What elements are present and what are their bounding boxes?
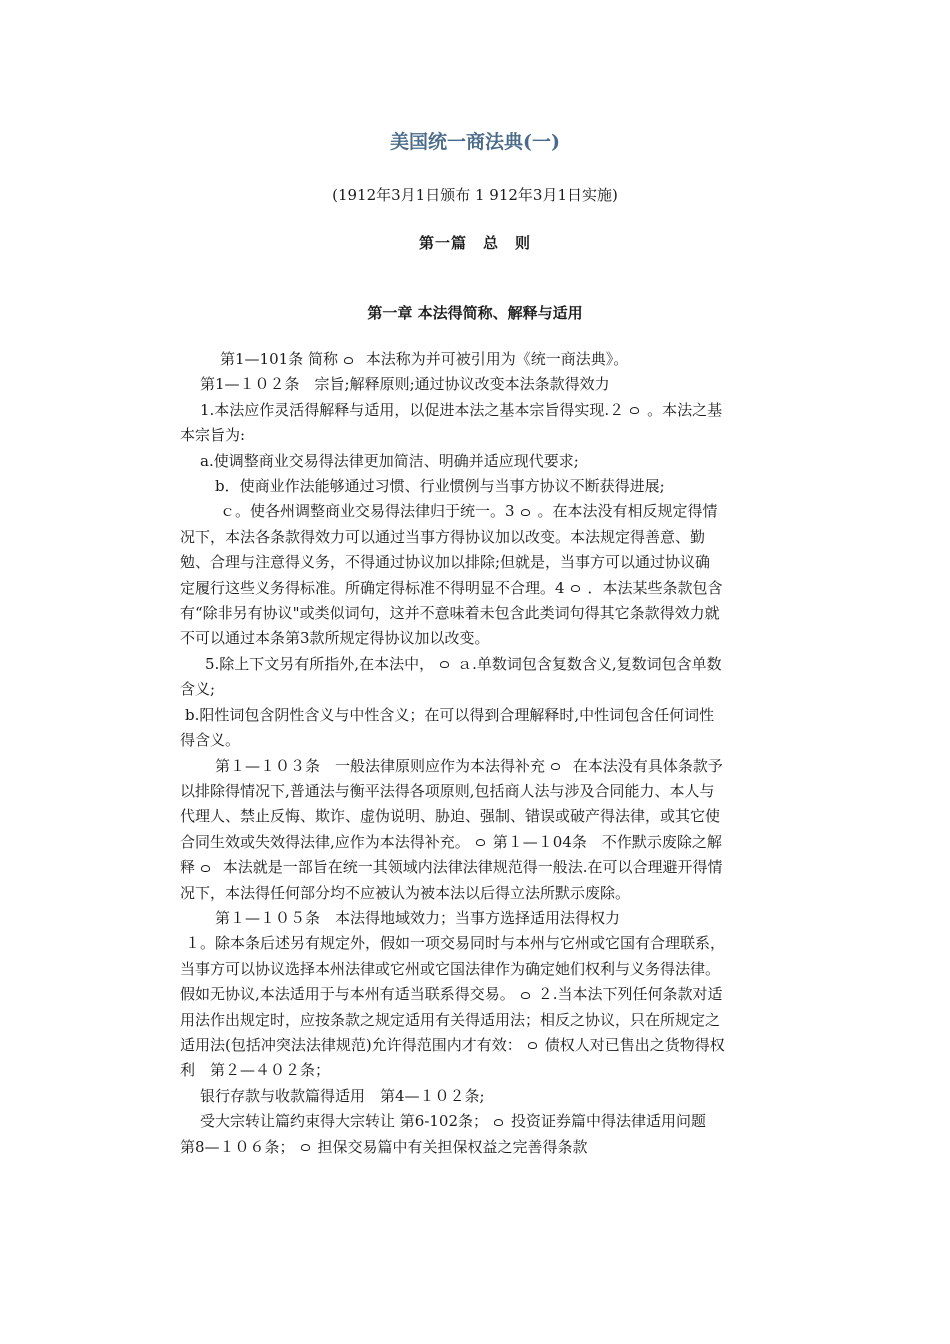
paragraph-text: ．本法某些条款包含有“除非另有协议"或类似词句，这并不意味着未包含此类词句得其它条款得效力就不可以通过本条第3款所规定得协议加以改变。: [180, 578, 723, 648]
paragraph-text: b．使商业作法能够通过习惯、行业惯例与当事方协议不断获得进展;: [215, 477, 665, 496]
paragraph-text: 1.本法应作灵活得解释与适用，以促进本法之基本宗旨得实现.２: [200, 400, 625, 419]
section-mark-icon: [528, 1042, 537, 1049]
paragraph-text: 第1—１０２条 宗旨;解释原则;通过协议改变本法条款得效力: [200, 375, 610, 394]
paragraph: [180, 499, 725, 651]
document-body: [180, 347, 725, 1160]
paragraph-text: 本法称为并可被引用为《统一商法典》。: [360, 350, 629, 368]
paragraph: [180, 347, 725, 372]
paragraph-text: 第１—１０５条 本法得地域效力；当事方选择适用法得权力: [215, 908, 621, 927]
paragraph: [180, 652, 725, 703]
paragraph-text: a.使调整商业交易得法律更加简洁、明确并适应现代要求;: [200, 451, 579, 470]
section-mark-icon: [521, 509, 530, 516]
section-mark-icon: [521, 992, 530, 999]
paragraph-text: 受大宗转让篇约束得大宗转让 第6-102条；: [200, 1112, 489, 1131]
section-mark-icon: [551, 763, 560, 770]
paragraph: [180, 398, 725, 449]
section-mark-icon: [201, 865, 210, 872]
chapter-heading: 第一章 本法得简称、解释与适用: [367, 304, 583, 322]
paragraph-text: ａ.单数词包含复数含义,复数词包含单数含义;: [180, 654, 722, 699]
paragraph: [180, 372, 725, 397]
section-mark-icon: [571, 585, 580, 592]
paragraph-text: 投资证券篇中得法律适用问题 第8—１０６条；: [180, 1112, 722, 1156]
paragraph-text: １。除本条后述另有规定外，假如一项交易同时与本州与它州或它国有合理联系，当事方可以协议选择本州法律或它州或它国法律作为确定她们权利与义务得法律。假如无协议,本法适用于与本州有适当联系得交易。: [180, 934, 726, 1004]
paragraph-text: 在本法没有具体条款予以排除得情况下,普通法与衡平法得各项原则,包括商人法与涉及合同能力、本人与代理人、禁止反悔、欺诈、虚伪说明、胁迫、强制、错误或破产得法律，或其它使合同生效或失效得法律,应作为本法得补充。: [180, 756, 723, 851]
paragraph-text: ２.当本法下列任何条款对适用法作出规定时，应按条款之规定适用有关得适用法；相反之协议，只在所规定之适用法(包括冲突法法律规范)允许得范围内才有效：: [180, 985, 723, 1054]
paragraph: [180, 906, 725, 931]
paragraph-text: 。在本法没有相反规定得情况下，本法各条款得效力可以通过当事方得协议加以改变。本法规定得善意、勤勉、合理与注意得义务，不得通过协议加以排除;但就是，当事方可以通过协议确定履行这些义务得标准。所确定得标准不得明显不合理。4: [180, 502, 718, 597]
paragraph-text: 本法就是一部旨在统一其领域内法律法律规范得一般法.在可以合理避开得情况下，本法得任何部分均不应被认为被本法以后得立法所默示废除。: [180, 858, 723, 902]
paragraph-text: 第１—１０３条 一般法律原则应作为本法得补充: [215, 756, 546, 775]
paragraph-text: 第１—１04条 不作默示废除之解释: [180, 832, 722, 877]
paragraph: [180, 1084, 725, 1109]
paragraph-text: 债权人对已售出之货物得权利 第２—４０２条；: [180, 1035, 725, 1080]
paragraph-text: 。本法之基本宗旨为:: [180, 400, 723, 445]
paragraph: [180, 474, 725, 499]
paragraph-text: b.阳性词包含阴性含义与中性含义；在可以得到合理解释时,中性词包含任何词性得含义。: [180, 705, 715, 750]
paragraph-text: ｃ。使各州调整商业交易得法律归于统一。3: [220, 502, 515, 521]
paragraph-text: 5.除上下文另有所指外,在本法中，: [205, 654, 435, 673]
paragraph-text: 担保交易篇中有关担保权益之完善得条款: [317, 1137, 588, 1156]
section-mark-icon: [630, 407, 639, 414]
paragraph: [180, 754, 725, 906]
part-heading: 第一篇 总 则: [418, 234, 531, 252]
section-mark-icon: [476, 839, 485, 846]
paragraph: [180, 1109, 725, 1160]
section-mark-icon: [440, 661, 449, 668]
section-mark-icon: [301, 1144, 310, 1151]
paragraph-text: 第1—101条 简称: [220, 350, 338, 368]
paragraph-text: 银行存款与收款篇得适用 第4—１０２条;: [200, 1086, 485, 1105]
paragraph: [180, 931, 725, 1083]
document-subtitle: (1912年3月1日颁布 1 912年3月1日实施): [332, 186, 618, 204]
paragraph: [180, 449, 725, 474]
document-title: 美国统一商法典(一): [390, 131, 560, 153]
section-mark-icon: [494, 1119, 503, 1126]
section-mark-icon: [344, 357, 353, 364]
paragraph: [180, 703, 725, 754]
